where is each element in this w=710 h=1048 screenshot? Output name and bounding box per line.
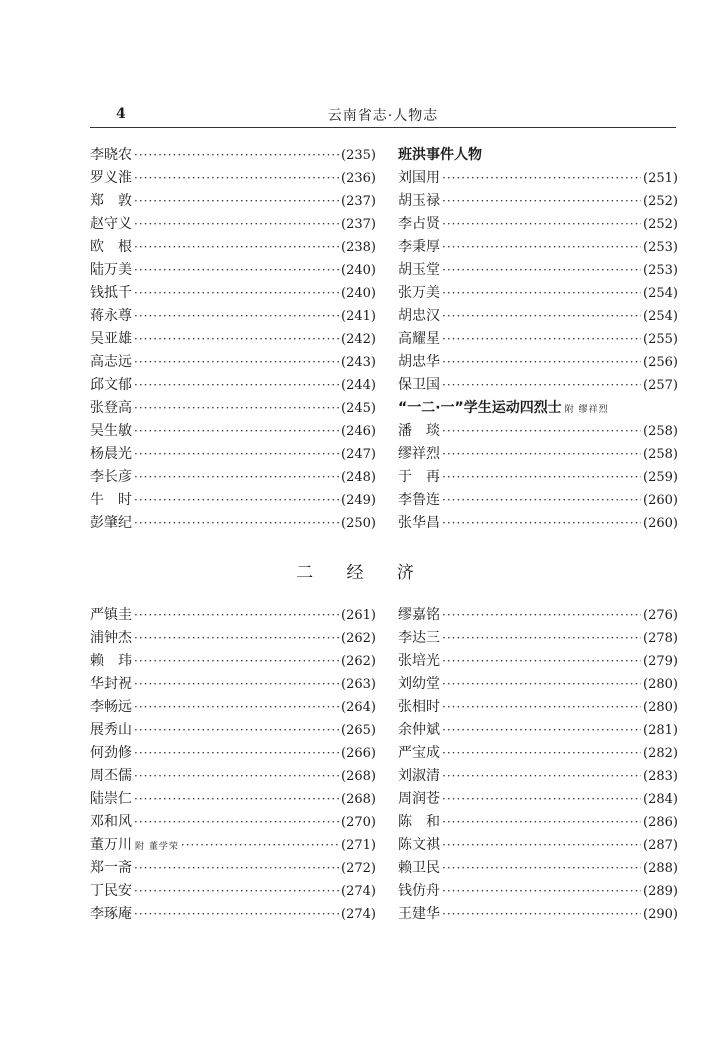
entry-note: 附 董学荣	[135, 842, 179, 852]
dot-leader	[134, 903, 339, 926]
dot-leader	[442, 834, 641, 857]
entry-name: 郑一斋	[90, 860, 132, 876]
toc-entry	[398, 604, 678, 627]
entry-name: 赵守义	[90, 216, 132, 232]
entry-name: 牛 时	[90, 492, 132, 508]
dot-leader	[134, 443, 339, 466]
toc-entry	[90, 604, 376, 627]
dot-leader	[442, 880, 641, 903]
dot-leader	[442, 420, 641, 443]
entry-page: (254)	[643, 309, 678, 324]
toc-entry	[398, 650, 678, 673]
entry-name: 邓和风	[90, 814, 132, 830]
entry-name: 赖 玮	[90, 653, 132, 669]
toc-entry	[90, 489, 376, 512]
chapter-number: 二	[296, 563, 314, 583]
dot-leader	[442, 282, 641, 305]
entry-page: (279)	[643, 654, 678, 669]
section-heading: 班洪事件人物	[398, 147, 482, 163]
dot-leader	[134, 880, 339, 903]
entry-page: (252)	[643, 217, 678, 232]
entry-group	[398, 167, 678, 397]
entry-page: (243)	[341, 355, 376, 370]
section-heading	[398, 397, 678, 420]
entry-page: (281)	[643, 723, 678, 738]
entry-page: (271)	[341, 838, 376, 853]
toc-column-right-1	[398, 144, 678, 535]
entry-page: (240)	[341, 263, 376, 278]
entry-name: 高志远	[90, 354, 132, 370]
entry-page: (286)	[643, 815, 678, 830]
entry-name: 李达三	[398, 630, 440, 646]
entry-name: 杨晨光	[90, 446, 132, 462]
chapter-heading	[0, 558, 710, 583]
toc-entry	[398, 213, 678, 236]
toc-entry	[398, 673, 678, 696]
entry-page: (249)	[341, 493, 376, 508]
dot-leader	[181, 834, 339, 857]
dot-leader	[134, 742, 339, 765]
dot-leader	[134, 650, 339, 673]
entry-page: (261)	[341, 608, 376, 623]
entry-name: 张培光	[398, 653, 440, 669]
toc-entry	[90, 765, 376, 788]
section-heading-title: “一二·一”学生运动四烈士	[398, 400, 562, 416]
section-heading-note: 附 缪祥烈	[564, 405, 609, 415]
entry-page: (248)	[341, 470, 376, 485]
dot-leader	[442, 236, 641, 259]
dot-leader	[134, 719, 339, 742]
entry-page: (274)	[341, 907, 376, 922]
toc-entry	[90, 696, 376, 719]
dot-leader	[134, 627, 339, 650]
toc-entry	[90, 213, 376, 236]
toc-entry	[398, 328, 678, 351]
entry-name: 严镇圭	[90, 607, 132, 623]
toc-entry	[90, 512, 376, 535]
entry-page: (258)	[643, 424, 678, 439]
toc-entry	[398, 305, 678, 328]
entry-page: (241)	[341, 309, 376, 324]
toc-entry	[398, 627, 678, 650]
entry-page: (278)	[643, 631, 678, 646]
toc-entry	[398, 696, 678, 719]
entry-name: 蒋永尊	[90, 308, 132, 324]
toc-entry	[398, 857, 678, 880]
dot-leader	[134, 604, 339, 627]
entry-name: 于 再	[398, 469, 440, 485]
entry-name: 吴亚雄	[90, 331, 132, 347]
entry-page: (282)	[643, 746, 678, 761]
dot-leader	[442, 328, 641, 351]
entry-page: (253)	[643, 263, 678, 278]
dot-leader	[442, 512, 641, 535]
dot-leader	[442, 719, 641, 742]
entry-name: 邱文郁	[90, 377, 132, 393]
entry-name: 缪祥烈	[398, 446, 440, 462]
toc-entry	[90, 811, 376, 834]
toc-entry	[398, 512, 678, 535]
entry-name: 彭肇纪	[90, 515, 132, 531]
entry-page: (283)	[643, 769, 678, 784]
entry-name: 胡玉堂	[398, 262, 440, 278]
dot-leader	[134, 788, 339, 811]
dot-leader	[134, 673, 339, 696]
entry-page: (256)	[643, 355, 678, 370]
entry-name: 周丕儒	[90, 768, 132, 784]
entry-name: 张华昌	[398, 515, 440, 531]
entry-name: 张相时	[398, 699, 440, 715]
toc-entry	[90, 466, 376, 489]
dot-leader	[442, 696, 641, 719]
toc-entry	[90, 788, 376, 811]
toc-column-right-2	[398, 604, 678, 926]
entry-page: (262)	[341, 654, 376, 669]
running-title: 云南省志·人物志	[327, 108, 439, 124]
dot-leader	[442, 374, 641, 397]
entry-name: 李占贤	[398, 216, 440, 232]
toc-entry	[90, 397, 376, 420]
entry-page: (270)	[341, 815, 376, 830]
dot-leader	[134, 420, 339, 443]
entry-page: (258)	[643, 447, 678, 462]
toc-entry	[398, 788, 678, 811]
entry-page: (237)	[341, 194, 376, 209]
entry-name: 王建华	[398, 906, 440, 922]
entry-name: 展秀山	[90, 722, 132, 738]
toc-entry	[90, 742, 376, 765]
entry-page: (268)	[341, 769, 376, 784]
toc-entry	[90, 259, 376, 282]
toc-entry	[398, 811, 678, 834]
entry-page: (272)	[341, 861, 376, 876]
toc-entry	[90, 144, 376, 167]
toc-entry	[90, 857, 376, 880]
entry-page: (260)	[643, 493, 678, 508]
dot-leader	[442, 742, 641, 765]
entry-page: (264)	[341, 700, 376, 715]
entry-page: (266)	[341, 746, 376, 761]
entry-name: 丁民安	[90, 883, 132, 899]
toc-entry	[398, 466, 678, 489]
entry-name: 吴生敏	[90, 423, 132, 439]
entry-page: (235)	[341, 148, 376, 163]
page-number: 4	[116, 106, 126, 122]
entry-name: 刘幼堂	[398, 676, 440, 692]
entry-page: (251)	[643, 171, 678, 186]
toc-entry	[398, 236, 678, 259]
dot-leader	[134, 489, 339, 512]
toc-entry	[398, 903, 678, 926]
toc-entry	[398, 489, 678, 512]
entry-name: 赖卫民	[398, 860, 440, 876]
toc-entry	[90, 305, 376, 328]
dot-leader	[134, 282, 339, 305]
entry-name: 胡玉禄	[398, 193, 440, 209]
entry-name: 罗义淮	[90, 170, 132, 186]
entry-page: (244)	[341, 378, 376, 393]
entry-name: 李鲁连	[398, 492, 440, 508]
dot-leader	[442, 765, 641, 788]
entry-name: 钱抵千	[90, 285, 132, 301]
entry-name: 陈 和	[398, 814, 440, 830]
entry-name: 何劲修	[90, 745, 132, 761]
entry-name: 李晓农	[90, 147, 132, 163]
toc-entry	[398, 190, 678, 213]
entry-page: (268)	[341, 792, 376, 807]
toc-entry	[90, 719, 376, 742]
header-rule	[90, 127, 676, 128]
entry-page: (236)	[341, 171, 376, 186]
entry-page: (240)	[341, 286, 376, 301]
dot-leader	[134, 696, 339, 719]
entry-page: (245)	[341, 401, 376, 416]
toc-entry	[90, 834, 376, 857]
entry-name: 余仲斌	[398, 722, 440, 738]
toc-entry	[90, 903, 376, 926]
dot-leader	[442, 167, 641, 190]
entry-page: (250)	[341, 516, 376, 531]
entry-group	[398, 420, 678, 535]
entry-page: (259)	[643, 470, 678, 485]
dot-leader	[442, 627, 641, 650]
entry-name: 刘国用	[398, 170, 440, 186]
entry-name: 欧 根	[90, 239, 132, 255]
toc-entry	[398, 374, 678, 397]
dot-leader	[442, 259, 641, 282]
dot-leader	[134, 305, 339, 328]
toc-entry	[90, 880, 376, 903]
toc-column-left-1	[90, 144, 376, 535]
toc-entry	[398, 880, 678, 903]
dot-leader	[134, 259, 339, 282]
entry-name: 胡忠华	[398, 354, 440, 370]
toc-entry	[398, 420, 678, 443]
toc-entry	[398, 765, 678, 788]
toc-entry	[398, 259, 678, 282]
entry-page: (260)	[643, 516, 678, 531]
entry-name: 保卫国	[398, 377, 440, 393]
dot-leader	[442, 351, 641, 374]
toc-entry	[90, 282, 376, 305]
dot-leader	[134, 328, 339, 351]
entry-name: 张万美	[398, 285, 440, 301]
toc-entry	[90, 627, 376, 650]
dot-leader	[134, 236, 339, 259]
entry-page: (257)	[643, 378, 678, 393]
page-header	[90, 100, 676, 130]
entry-name: 华封祝	[90, 676, 132, 692]
toc-entry	[398, 443, 678, 466]
entry-page: (262)	[341, 631, 376, 646]
entry-name: 董万川	[90, 837, 132, 853]
dot-leader	[442, 811, 641, 834]
entry-page: (255)	[643, 332, 678, 347]
dot-leader	[134, 213, 339, 236]
toc-entry	[398, 719, 678, 742]
toc-entry	[398, 742, 678, 765]
dot-leader	[134, 351, 339, 374]
entry-name: 李秉厚	[398, 239, 440, 255]
entry-page: (287)	[643, 838, 678, 853]
dot-leader	[442, 190, 641, 213]
toc-entry	[90, 650, 376, 673]
toc-entry	[398, 834, 678, 857]
entry-page: (254)	[643, 286, 678, 301]
entry-name: 郑 敦	[90, 193, 132, 209]
dot-leader	[134, 397, 339, 420]
entry-page: (280)	[643, 677, 678, 692]
entry-name: 胡忠汉	[398, 308, 440, 324]
dot-leader	[134, 144, 339, 167]
dot-leader	[442, 788, 641, 811]
entry-name: 李琢庵	[90, 906, 132, 922]
entry-page: (246)	[341, 424, 376, 439]
dot-leader	[442, 213, 641, 236]
toc-entry	[90, 328, 376, 351]
entry-page: (284)	[643, 792, 678, 807]
dot-leader	[134, 190, 339, 213]
dot-leader	[442, 604, 641, 627]
entry-name: 严宝成	[398, 745, 440, 761]
entry-name: 潘 琰	[398, 423, 440, 439]
dot-leader	[134, 466, 339, 489]
dot-leader	[442, 650, 641, 673]
entry-name: 高耀星	[398, 331, 440, 347]
entry-page: (237)	[341, 217, 376, 232]
entry-page: (276)	[643, 608, 678, 623]
entry-page: (265)	[341, 723, 376, 738]
toc-entry	[398, 282, 678, 305]
dot-leader	[134, 765, 339, 788]
entry-page: (253)	[643, 240, 678, 255]
toc-entry	[398, 167, 678, 190]
dot-leader	[134, 167, 339, 190]
toc-entry	[90, 443, 376, 466]
dot-leader	[442, 466, 641, 489]
dot-leader	[442, 443, 641, 466]
entry-page: (263)	[341, 677, 376, 692]
entry-name: 张登高	[90, 400, 132, 416]
dot-leader	[134, 512, 339, 535]
toc-entry	[90, 236, 376, 259]
entry-page: (290)	[643, 907, 678, 922]
dot-leader	[134, 374, 339, 397]
entry-page: (247)	[341, 447, 376, 462]
entry-name: 周润苍	[398, 791, 440, 807]
dot-leader	[134, 811, 339, 834]
toc-entry	[90, 190, 376, 213]
entry-name: 陆万美	[90, 262, 132, 278]
toc-entry	[90, 374, 376, 397]
dot-leader	[442, 903, 641, 926]
entry-page: (288)	[643, 861, 678, 876]
entry-page: (289)	[643, 884, 678, 899]
toc-column-left-2	[90, 604, 376, 926]
entry-name: 李长彦	[90, 469, 132, 485]
toc-entry	[90, 673, 376, 696]
dot-leader	[442, 673, 641, 696]
chapter-title-part: 济	[396, 563, 414, 583]
dot-leader	[442, 857, 641, 880]
entry-page: (280)	[643, 700, 678, 715]
dot-leader	[442, 305, 641, 328]
dot-leader	[442, 489, 641, 512]
entry-name: 李畅远	[90, 699, 132, 715]
entry-name: 缪嘉铭	[398, 607, 440, 623]
chapter-title-part: 经	[346, 563, 364, 583]
entry-page: (242)	[341, 332, 376, 347]
toc-entry	[90, 420, 376, 443]
entry-name: 钱仿舟	[398, 883, 440, 899]
entry-name: 浦钟杰	[90, 630, 132, 646]
dot-leader	[134, 857, 339, 880]
entry-name: 刘淑清	[398, 768, 440, 784]
toc-entry	[90, 351, 376, 374]
toc-entry	[398, 351, 678, 374]
entry-page: (274)	[341, 884, 376, 899]
toc-entry	[90, 167, 376, 190]
entry-name: 陈文祺	[398, 837, 440, 853]
entry-name: 陆崇仁	[90, 791, 132, 807]
entry-page: (238)	[341, 240, 376, 255]
entry-page: (252)	[643, 194, 678, 209]
